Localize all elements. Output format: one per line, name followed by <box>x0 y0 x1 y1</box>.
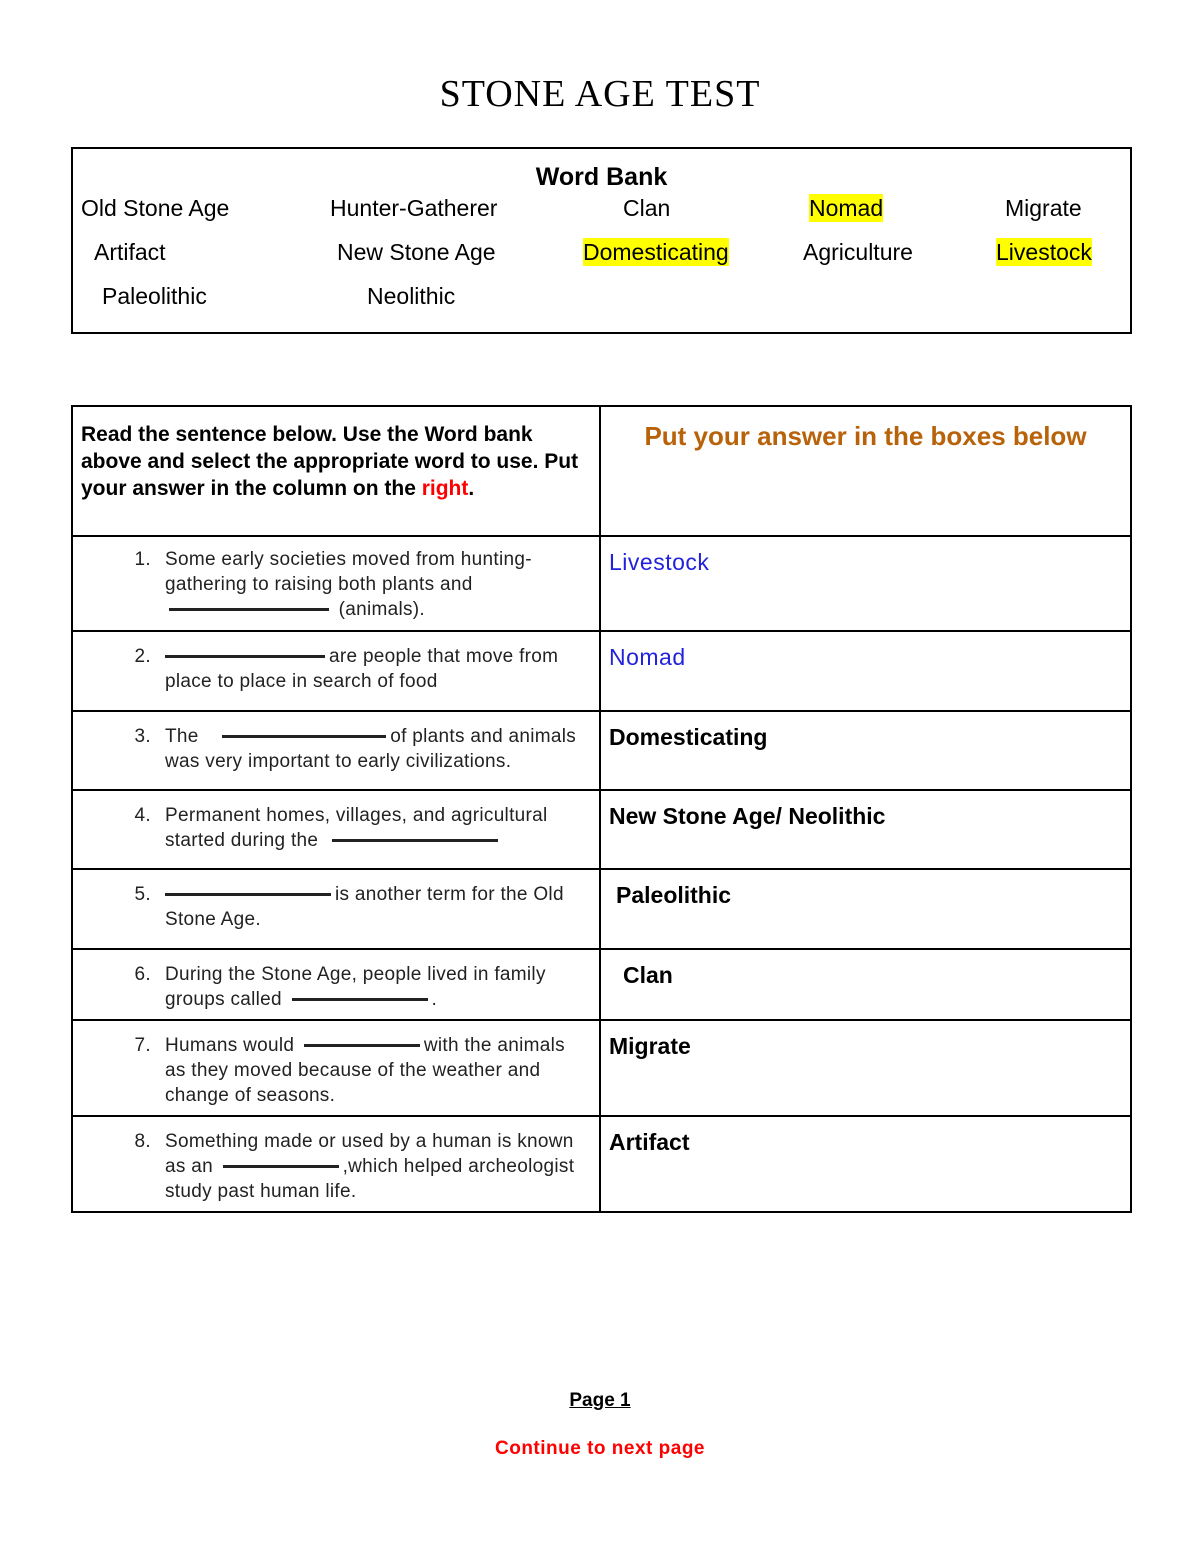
answer-text: Domesticating <box>609 724 768 750</box>
answer-blank <box>222 735 386 738</box>
question-table <box>71 405 1132 1213</box>
question-cell <box>72 1116 600 1212</box>
question-cell <box>72 1020 600 1116</box>
word-bank-item: Migrate <box>1005 195 1082 221</box>
question-number: 1. <box>134 549 151 570</box>
answer-cell[interactable] <box>600 711 1131 790</box>
word-bank-item: Clan <box>623 195 671 221</box>
table-row <box>72 631 1131 711</box>
word-bank-item-highlighted: Domesticating <box>583 239 729 265</box>
answer-text: Migrate <box>609 1033 691 1059</box>
question-text: ,which helped archeologist study past human life. <box>165 1156 575 1202</box>
question-text: with the animals as they moved because of the weather and change of seasons. <box>165 1035 565 1106</box>
answer-cell[interactable] <box>600 536 1131 631</box>
word-bank-item: New Stone Age <box>337 239 496 265</box>
question-text: Some early societies moved from hunting-gathering to raising both plants and <box>165 549 532 595</box>
answer-blank <box>169 608 329 611</box>
answer-blank <box>332 839 498 842</box>
question-text: (animals). <box>338 599 425 620</box>
page-number: Page 1 <box>569 1390 631 1411</box>
answer-blank <box>165 893 331 896</box>
word-bank-item: Neolithic <box>367 283 456 309</box>
answer-cell[interactable] <box>600 790 1131 869</box>
table-row <box>72 1116 1131 1212</box>
question-cell <box>72 790 600 869</box>
word-bank <box>71 147 1132 334</box>
answer-text: Livestock <box>609 549 710 575</box>
question-number: 2. <box>134 646 151 667</box>
question-cell <box>72 536 600 631</box>
answer-blank <box>223 1165 339 1168</box>
answer-cell[interactable] <box>600 869 1131 949</box>
question-text: Humans would <box>165 1035 295 1056</box>
answer-blank <box>165 655 325 658</box>
answer-cell[interactable] <box>600 1116 1131 1212</box>
instructions-period: . <box>468 477 475 500</box>
instructions-emphasis: right <box>421 477 469 500</box>
word-bank-item: Artifact <box>94 239 166 265</box>
answer-blank <box>292 998 428 1001</box>
question-text: of plants and animals was very important to early civilizations. <box>165 726 577 772</box>
answer-cell[interactable] <box>600 1020 1131 1116</box>
page-title: STONE AGE TEST <box>439 73 761 115</box>
question-cell <box>72 711 600 790</box>
word-bank-item: Hunter-Gatherer <box>330 195 498 221</box>
question-number: 4. <box>134 805 151 826</box>
answer-text: New Stone Age/ Neolithic <box>609 803 886 829</box>
question-number: 3. <box>134 726 151 747</box>
table-header-row <box>72 406 1131 536</box>
answer-text: Clan <box>623 962 673 988</box>
word-bank-item-highlighted: Livestock <box>996 239 1092 265</box>
answer-text: Paleolithic <box>616 882 732 908</box>
word-bank-title: Word Bank <box>535 163 668 191</box>
question-text: are people that move from place to place in search of food <box>165 646 559 692</box>
table-row <box>72 536 1131 631</box>
continue-note: Continue to next page <box>495 1438 705 1459</box>
word-bank-item: Paleolithic <box>102 283 207 309</box>
answer-cell[interactable] <box>600 949 1131 1020</box>
question-text: Something made or used by a human is known as an <box>165 1131 574 1177</box>
answer-cell[interactable] <box>600 631 1131 711</box>
table-row <box>72 711 1131 790</box>
table-row <box>72 1020 1131 1116</box>
question-text: is another term for the Old Stone Age. <box>165 884 564 930</box>
word-bank-item: Agriculture <box>803 239 913 265</box>
question-number: 6. <box>134 964 151 985</box>
instructions-text: Read the sentence below. Use the Word bank above and select the appropriate word to use. Put your answer in the column on the <box>81 423 579 500</box>
question-text: Permanent homes, villages, and agricultural started during the <box>165 805 548 851</box>
question-cell <box>72 869 600 949</box>
question-cell <box>72 631 600 711</box>
answer-header: Put your answer in the boxes below <box>600 406 1131 536</box>
table-row <box>72 869 1131 949</box>
question-text: The <box>165 726 199 747</box>
answer-text: Artifact <box>609 1129 690 1155</box>
question-cell <box>72 949 600 1020</box>
question-text: During the Stone Age, people lived in family groups called <box>165 964 546 1010</box>
table-row <box>72 790 1131 869</box>
question-number: 7. <box>134 1035 151 1056</box>
answer-blank <box>304 1044 420 1047</box>
answer-text: Nomad <box>609 644 686 670</box>
word-bank-item: Old Stone Age <box>81 195 230 221</box>
word-bank-item-highlighted: Nomad <box>809 195 884 221</box>
table-row <box>72 949 1131 1020</box>
question-text: . <box>431 989 438 1010</box>
instructions-cell <box>72 406 600 536</box>
question-number: 5. <box>134 884 151 905</box>
question-number: 8. <box>134 1131 151 1152</box>
